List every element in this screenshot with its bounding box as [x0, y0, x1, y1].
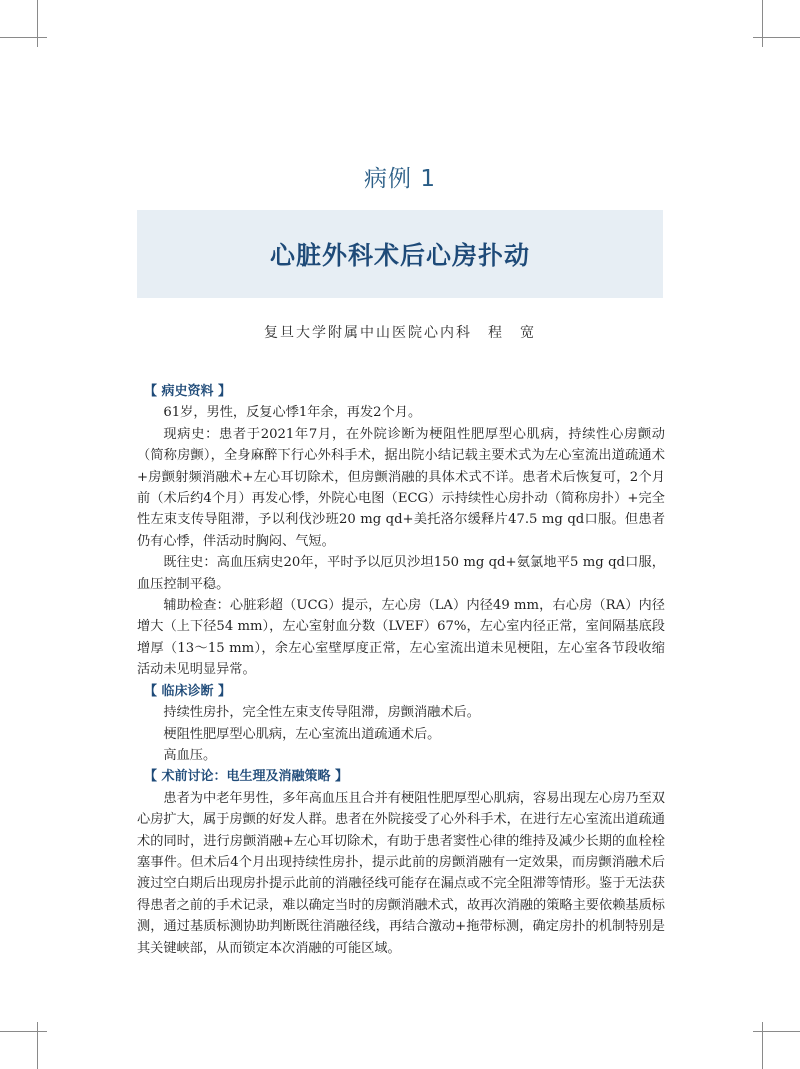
diagnosis-item: 梗阻性肥厚型心肌病，左心室流出道疏通术后。: [163, 726, 441, 742]
crop-mark-top-right-horizontal: [753, 37, 800, 38]
diagnosis-item: 高血压。: [163, 747, 217, 763]
paragraph-present-illness: 现病史：患者于2021年7月，在外院诊断为梗阻性肥厚型心肌病，持续性心房颤动（简称房颤），全身麻醉下行心外科手术，据出院小结记载主要术式为左心室流出道疏通术+房颤射频消融术+左心耳切除术，但房颤消融的具体术式不详。患者术后恢复可，2个月前（术后约4个月）再发心悸，外院心电图（ECG）示持续性心房扑动（简称房扑）+完全性左束支传导阻滞，予以利伐沙班20 mg qd+美托洛尔缓释片47.5 mg qd口服。但患者仍有心悸，伴活动时胸闷、气短。: [137, 426, 665, 549]
crop-mark-bottom-left-vertical: [37, 1022, 38, 1069]
section-heading-history: 【 病史资料 】: [144, 384, 232, 399]
author-line: 复旦大学附属中山医院心内科 程 宽: [264, 325, 536, 341]
crop-mark-bottom-right-horizontal: [753, 1031, 800, 1032]
chapter-label: 病例 1: [364, 166, 436, 192]
paragraph-past-history: 既往史：高血压病史20年，平时予以厄贝沙坦150 mg qd+氨氯地平5 mg qd口服，血压控制平稳。: [137, 555, 665, 592]
crop-mark-top-left-horizontal: [0, 37, 47, 38]
crop-mark-top-right-vertical: [762, 0, 763, 47]
title-banner: [137, 210, 663, 298]
paragraph-auxiliary-exam: 辅助检查：心脏彩超（UCG）提示，左心房（LA）内径49 mm，右心房（RA）内径增大（上下径54 mm），左心室射血分数（LVEF）67%，左心室内径正常，室间隔基底段增厚（13～15 mm），余左心室壁厚度正常，左心室流出道未见梗阻，左心室各节段收缩活动未见明显异常。: [137, 598, 665, 678]
article-body: [137, 381, 665, 959]
crop-mark-top-left-vertical: [37, 0, 38, 47]
crop-mark-bottom-right-vertical: [762, 1022, 763, 1069]
paragraph-discussion: 患者为中老年男性，多年高血压且合并有梗阻性肥厚型心肌病，容易出现左心房乃至双心房扩大，属于房颤的好发人群。患者在外院接受了心外科手术，在进行左心室流出道疏通术的同时，进行房颤消融+左心耳切除术，有助于患者窦性心律的维持及减少长期的血栓栓塞事件。但术后4个月出现持续性房扑，提示此前的房颤消融有一定效果，而房颤消融术后渡过空白期后出现房扑提示此前的消融径线可能存在漏点或不完全阻滞等情形。鉴于无法获得患者之前的手术记录，难以确定当时的房颤消融术式，故再次消融的策略主要依赖基质标测，通过基质标测协助判断既往消融径线，再结合激动+拖带标测，确定房扑的机制特别是其关键峡部，从而锁定本次消融的可能区域。: [137, 790, 665, 956]
page-title: 心脏外科术后心房扑动: [269, 241, 530, 270]
diagnosis-item: 持续性房扑，完全性左束支传导阻滞，房颤消融术后。: [163, 705, 480, 721]
section-heading-discussion: 【 术前讨论：电生理及消融策略 】: [144, 769, 349, 785]
paragraph-summary: 61岁，男性，反复心悸1年余，再发2个月。: [163, 405, 422, 421]
crop-mark-bottom-left-horizontal: [0, 1031, 47, 1032]
section-heading-diagnosis: 【 临床诊断 】: [144, 683, 232, 699]
